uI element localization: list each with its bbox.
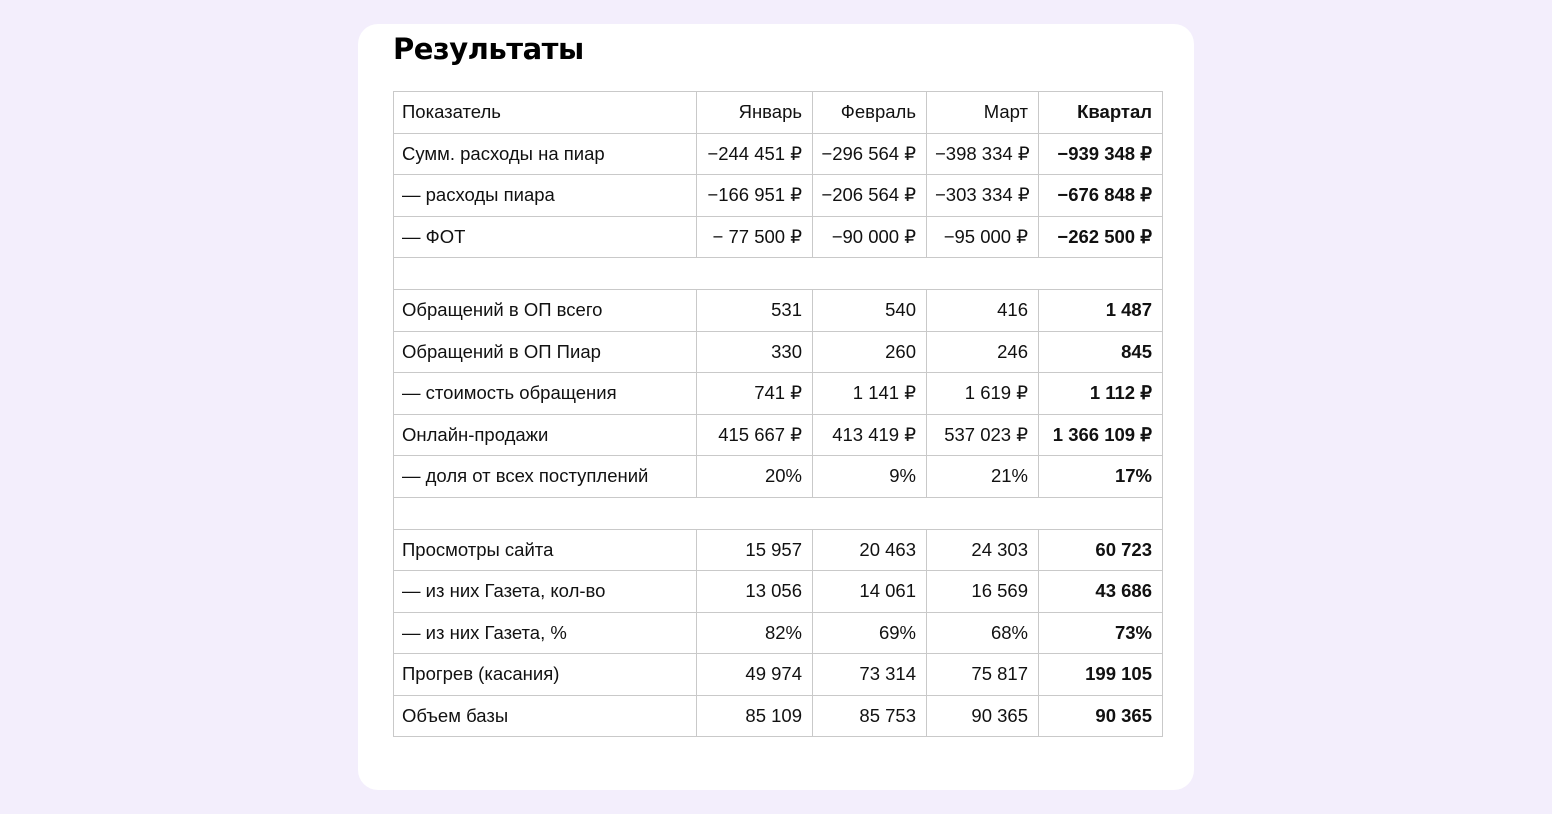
- row-label: Прогрев (касания): [394, 654, 697, 696]
- cell-quarter: −262 500 ₽: [1039, 216, 1163, 258]
- cell-march: −95 000 ₽: [927, 216, 1039, 258]
- table-header-row: [394, 92, 1163, 134]
- table-row: [394, 695, 1163, 737]
- page-title: Результаты: [393, 32, 584, 66]
- header-indicator: Показатель: [394, 92, 697, 134]
- cell-quarter: −676 848 ₽: [1039, 175, 1163, 217]
- cell-quarter: 90 365: [1039, 695, 1163, 737]
- table-row: [394, 456, 1163, 498]
- cell-february: −296 564 ₽: [813, 133, 927, 175]
- table-row: [394, 373, 1163, 415]
- cell-february: −90 000 ₽: [813, 216, 927, 258]
- cell-february: 260: [813, 331, 927, 373]
- table-row: [394, 529, 1163, 571]
- cell-january: 741 ₽: [697, 373, 813, 415]
- cell-january: 330: [697, 331, 813, 373]
- table-row: [394, 331, 1163, 373]
- table-row: [394, 571, 1163, 613]
- row-label: Объем базы: [394, 695, 697, 737]
- cell-quarter: 845: [1039, 331, 1163, 373]
- row-label: — из них Газета, %: [394, 612, 697, 654]
- table-row: [394, 216, 1163, 258]
- header-january: Январь: [697, 92, 813, 134]
- cell-february: 20 463: [813, 529, 927, 571]
- cell-february: 73 314: [813, 654, 927, 696]
- row-label: Обращений в ОП Пиар: [394, 331, 697, 373]
- cell-february: 14 061: [813, 571, 927, 613]
- table-row: [394, 414, 1163, 456]
- cell-january: 49 974: [697, 654, 813, 696]
- row-label: — стоимость обращения: [394, 373, 697, 415]
- cell-march: 1 619 ₽: [927, 373, 1039, 415]
- cell-march: −303 334 ₽: [927, 175, 1039, 217]
- row-label: Обращений в ОП всего: [394, 290, 697, 332]
- cell-january: −166 951 ₽: [697, 175, 813, 217]
- cell-march: −398 334 ₽: [927, 133, 1039, 175]
- table-row: [394, 290, 1163, 332]
- row-label: — доля от всех поступлений: [394, 456, 697, 498]
- cell-january: 15 957: [697, 529, 813, 571]
- cell-february: −206 564 ₽: [813, 175, 927, 217]
- cell-february: 1 141 ₽: [813, 373, 927, 415]
- cell-january: 85 109: [697, 695, 813, 737]
- cell-february: 9%: [813, 456, 927, 498]
- cell-february: 69%: [813, 612, 927, 654]
- table-row: [394, 175, 1163, 217]
- cell-quarter: 17%: [1039, 456, 1163, 498]
- cell-march: 21%: [927, 456, 1039, 498]
- results-card: [358, 24, 1194, 790]
- cell-quarter: −939 348 ₽: [1039, 133, 1163, 175]
- cell-march: 90 365: [927, 695, 1039, 737]
- results-table: [393, 91, 1163, 737]
- header-quarter: Квартал: [1039, 92, 1163, 134]
- cell-quarter: 1 112 ₽: [1039, 373, 1163, 415]
- spacer-cell: [394, 497, 1163, 529]
- row-label: — ФОТ: [394, 216, 697, 258]
- cell-quarter: 73%: [1039, 612, 1163, 654]
- table-row: [394, 612, 1163, 654]
- spacer-row: [394, 497, 1163, 529]
- row-label: Просмотры сайта: [394, 529, 697, 571]
- cell-march: 75 817: [927, 654, 1039, 696]
- cell-january: −244 451 ₽: [697, 133, 813, 175]
- table-row: [394, 133, 1163, 175]
- cell-quarter: 60 723: [1039, 529, 1163, 571]
- spacer-cell: [394, 258, 1163, 290]
- cell-february: 85 753: [813, 695, 927, 737]
- cell-january: 20%: [697, 456, 813, 498]
- cell-march: 537 023 ₽: [927, 414, 1039, 456]
- row-label: Онлайн-продажи: [394, 414, 697, 456]
- row-label: Сумм. расходы на пиар: [394, 133, 697, 175]
- cell-quarter: 1 487: [1039, 290, 1163, 332]
- header-march: Март: [927, 92, 1039, 134]
- cell-quarter: 1 366 109 ₽: [1039, 414, 1163, 456]
- cell-january: 82%: [697, 612, 813, 654]
- header-february: Февраль: [813, 92, 927, 134]
- cell-march: 68%: [927, 612, 1039, 654]
- cell-january: − 77 500 ₽: [697, 216, 813, 258]
- cell-march: 16 569: [927, 571, 1039, 613]
- spacer-row: [394, 258, 1163, 290]
- cell-january: 415 667 ₽: [697, 414, 813, 456]
- row-label: — из них Газета, кол-во: [394, 571, 697, 613]
- row-label: — расходы пиара: [394, 175, 697, 217]
- cell-quarter: 43 686: [1039, 571, 1163, 613]
- cell-march: 246: [927, 331, 1039, 373]
- table-row: [394, 654, 1163, 696]
- cell-january: 13 056: [697, 571, 813, 613]
- cell-march: 24 303: [927, 529, 1039, 571]
- cell-february: 413 419 ₽: [813, 414, 927, 456]
- cell-march: 416: [927, 290, 1039, 332]
- cell-february: 540: [813, 290, 927, 332]
- cell-quarter: 199 105: [1039, 654, 1163, 696]
- cell-january: 531: [697, 290, 813, 332]
